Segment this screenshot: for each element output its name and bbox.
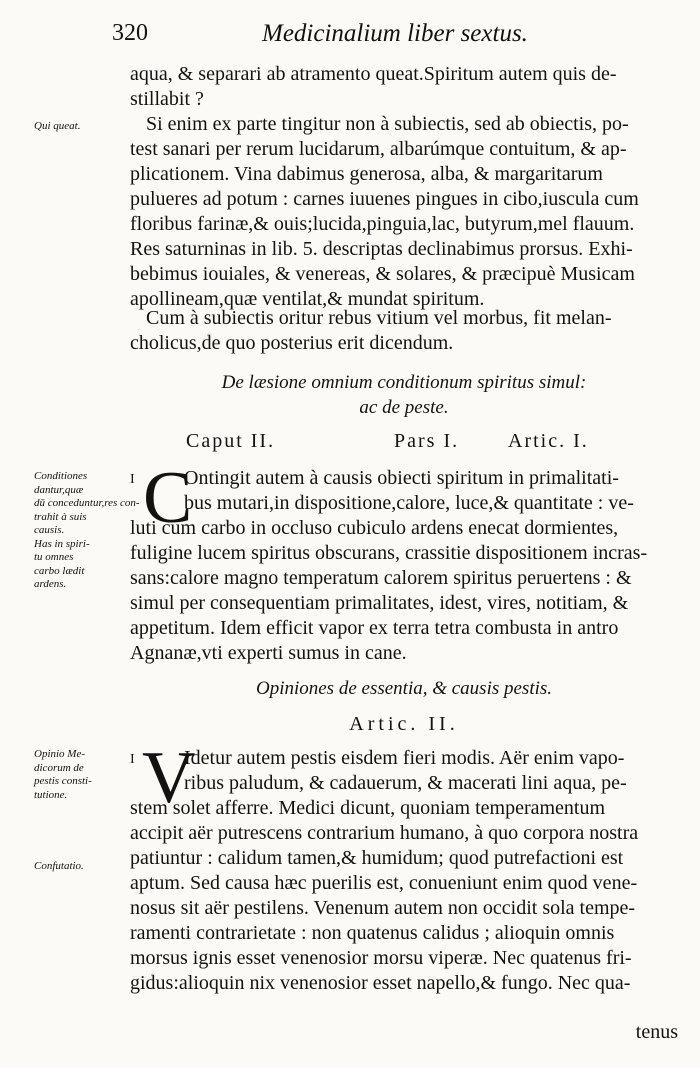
text-line: test sanari per rerum lucidarum, albarúmque contuitum, & ap- — [130, 138, 627, 160]
text-line: Agnanæ,vti experti sumus in cane. — [130, 642, 407, 664]
marginal-note-opinio: Opinio Me- dicorum de pestis consti- tutione. — [34, 748, 92, 801]
page-header — [112, 20, 672, 54]
text-line: luti cum carbo in occluso cubiculo ardens enecat dormientes, — [130, 517, 619, 539]
text-line: apollineam,quæ ventilat,& mundat spiritum. — [130, 288, 485, 310]
article-2-label: Artic. II. — [349, 713, 459, 735]
text-line: sans:calore magno temperatum calorem spiritus peruertens : & — [130, 567, 632, 589]
caput-label: Caput II. — [186, 430, 276, 452]
text-line: morsus ignis esset venenosior morsu viperæ. Nec quatenus fri- — [130, 947, 632, 969]
text-line: bus mutari,in dispositione,calore, luce,& quantitate : ve- — [184, 492, 634, 514]
text-line: cholicus,de quo posterius erit dicendum. — [130, 332, 454, 354]
text-line: ribus paludum, & cadauerum, & macerati lini aqua, pe- — [184, 772, 627, 794]
running-title: Medicinalium liber sextus. — [262, 20, 528, 47]
text-line: simul per consequentiam primalitates, idest, vires, notitiam, & — [130, 592, 629, 614]
paragraph-remedies — [130, 112, 678, 312]
text-line: Idetur autem pestis eisdem fieri modis. Aër enim vapo- — [184, 747, 625, 769]
drop-cap: V — [142, 737, 196, 819]
article-1-opening — [184, 466, 678, 516]
artic-label: Artic. I. — [508, 430, 589, 452]
text-line: appetitum. Idem efficit vapor ex terra tetra combusta in antro — [130, 617, 619, 639]
text-line: aqua, & separari ab atramento queat.Spiritum autem quis de- — [130, 63, 617, 85]
paragraph-melancholy — [130, 306, 678, 356]
text-line: bebimus iouiales, & venereas, & solares, & præcipuè Musicam — [130, 263, 635, 285]
paragraph-continuation — [130, 62, 678, 112]
text-line: stillabit ? — [130, 88, 204, 110]
article-2-body — [130, 796, 678, 996]
marginal-note-conditiones: Conditiones dantur,quæ dū conceduntur,res con- trahit à suis causis. Has in spiri- tu omnes carbo lædit ardens. — [34, 470, 140, 590]
text-line: gidus:alioquin nix venenosior esset napello,& fungo. Nec qua- — [130, 972, 631, 994]
text-line: nosus sit aër pestilens. Venenum autem non occidit sola tempe- — [130, 897, 636, 919]
marginal-note-confutatio: Confutatio. — [34, 860, 84, 872]
article-number: I — [130, 472, 135, 487]
text-line: Si enim ex parte tingitur non à subiectis, sed ab obiectis, po- — [146, 113, 629, 135]
pars-label: Pars I. — [394, 430, 460, 452]
text-line: pulueres ad potum : carnes iuuenes pingues in cibo,iuscula cum — [130, 188, 639, 210]
text-line: Ontingit autem à causis obiecti spiritum in primalitati- — [184, 467, 619, 489]
article-2-opening — [184, 746, 678, 796]
text-line: ramenti contrarietate : non quatenus calidus ; alioquin omnis — [130, 922, 615, 944]
text-line: patiuntur : calidum tamen,& humidum; quod putrefactioni est — [130, 847, 624, 869]
article-number: I — [130, 752, 135, 767]
section-heading-opiniones: Opiniones de essentia, & causis pestis. — [255, 678, 553, 699]
text-line: Cum à subiectis oritur rebus vitium vel morbus, fit melan- — [146, 307, 612, 329]
text-line: aptum. Sed causa hæc puerilis est, conueniunt enim quod vene- — [130, 872, 638, 894]
text-line: floribus farinæ,& ouis;lucida,pinguia,lac, butyrum,mel flauum. — [130, 213, 635, 235]
page-number: 320 — [112, 20, 148, 46]
text-line: stem solet afferre. Medici dicunt, quoniam temperamentum — [130, 797, 606, 819]
text-line: accipit aër putrescens contrarium humano, à quo corpora nostra — [130, 822, 639, 844]
text-line: Res saturninas in lib. 5. descriptas declinabimus prorsus. Exhi- — [130, 238, 633, 260]
marginal-note-qui-queat: Qui queat. — [34, 120, 81, 132]
drop-cap: C — [143, 457, 193, 539]
article-1-body — [130, 516, 678, 666]
catchword: tenus — [635, 1021, 678, 1043]
section-heading-de-laesione: De læsione omnium conditionum spiritus simul: ac de peste. — [221, 372, 587, 418]
text-line: fuligine lucem spiritus obscurans, crassitie dispositionem incras- — [130, 542, 648, 564]
text-line: plicationem. Vina dabimus generosa, alba, & margaritarum — [130, 163, 603, 185]
